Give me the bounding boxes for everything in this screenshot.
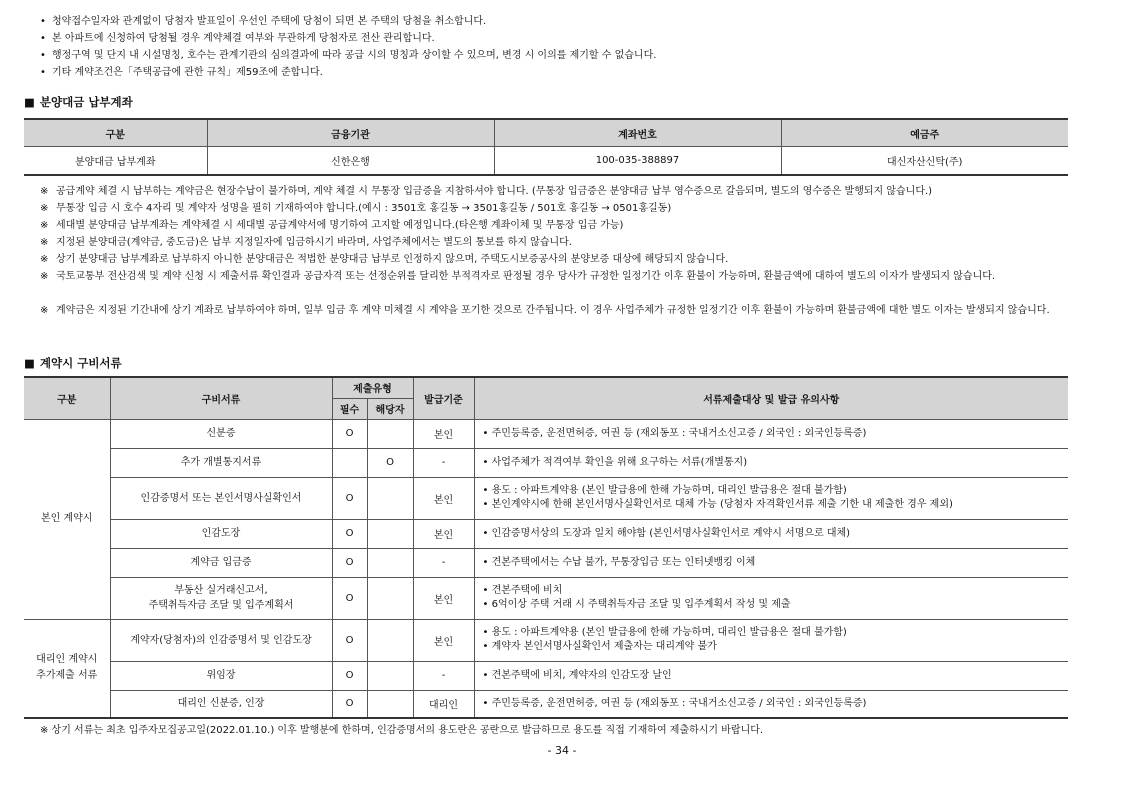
required-mark: O [332,619,367,661]
table-row [24,419,1068,448]
note-item [40,217,1070,234]
required-mark: O [332,548,367,577]
header-account-number: 계좌번호 [494,119,781,147]
document-name: 신분증 [110,419,332,448]
applicable-mark [367,577,413,619]
notes-cell [474,619,1068,661]
header-bank: 금융기관 [207,119,494,147]
note-mark: ※ [40,305,49,316]
note-item [40,268,1070,285]
required-documents-table [24,376,1068,719]
table-row [24,661,1068,690]
section-title-required-documents: ■ 계약시 구비서류 [24,355,122,371]
issue-basis: - [413,661,474,690]
notes-cell [474,477,1068,519]
footnote: ※ 상기 서류는 최초 입주자모집공고일(2022.01.10.) 이후 발행분에 한하며, 인감증명서의 용도란은 공란으로 발급하므로 용도를 직접 기재하여 제출하시기 바랍니다. [40,725,764,736]
issue-basis: 대리인 [413,690,474,718]
required-mark: O [332,519,367,548]
notes-cell [474,419,1068,448]
payment-account-table [24,118,1068,176]
required-mark: O [332,661,367,690]
issue-basis: 본인 [413,577,474,619]
bullet-item: • 기타 계약조건은「주택공급에 관한 규칙」제59조에 준합니다. [40,64,323,81]
required-mark: O [332,690,367,718]
table-row [24,477,1068,519]
document-name: 위임장 [110,661,332,690]
table-row [24,548,1068,577]
bullet-item: • 행정구역 및 단지 내 시설명칭, 호수는 관계기관의 심의결과에 따라 공급 시의 명칭과 상이할 수 있으며, 변경 시 이의를 제기할 수 없습니다. [40,47,656,64]
notes-cell [474,548,1068,577]
applicable-mark [367,477,413,519]
document-name: 계약금 입금증 [110,548,332,577]
note-text: 세대별 분양대금 납부계좌는 계약체결 시 세대별 공급계약서에 명기하여 고지할 예정입니다.(타은행 계좌이체 및 무통장 입금 가능) [56,220,624,231]
table-row [24,577,1068,619]
cell-bank: 신한은행 [207,147,494,176]
header-category: 구분 [24,377,110,419]
notes-cell [474,690,1068,718]
issue-basis: 본인 [413,619,474,661]
group-label: 본인 계약시 [24,419,110,619]
note-line: • 견본주택에 비치, 계약자의 인감도장 날인 [483,669,1063,683]
document-name: 추가 개별통지서류 [110,448,332,477]
note-text: 계약금은 지정된 기간내에 상기 계좌로 납부하여야 하며, 일부 입금 후 계약 미체결 시 계약을 포기한 것으로 간주됩니다. 이 경우 사업주체가 규정한 일정기간 이후 환불이 가능하며 환불금액에 대한 별도 이자는 발생되지 않습니다. [56,305,1050,316]
table-row [24,519,1068,548]
applicable-mark [367,419,413,448]
document-name: 인감증명서 또는 본인서명사실확인서 [110,477,332,519]
applicable-mark [367,661,413,690]
note-line: • 계약자 본인서명사실확인서 제출자는 대리계약 불가 [483,640,1063,654]
applicable-mark [367,548,413,577]
group-label: 대리인 계약시 추가제출 서류 [24,619,110,718]
document-name: 계약자(당첨자)의 인감증명서 및 인감도장 [110,619,332,661]
cell-account-holder: 대신자산신탁(주) [781,147,1068,176]
note-item [40,302,1070,319]
issue-basis: - [413,448,474,477]
note-text: 지정된 분양대금(계약금, 중도금)은 납부 지정일자에 입금하시기 바라며, 사업주체에서는 별도의 통보를 하지 않습니다. [56,237,572,248]
note-line: • 견본주택에서는 수납 불가, 무통장입금 또는 인터넷뱅킹 이체 [483,556,1063,570]
note-text: 공급계약 체결 시 납부하는 계약금은 현장수납이 불가하며, 계약 체결 시 무통장 입금증을 지참하셔야 합니다. (무통장 입금증은 분양대금 납부 영수증으로 갈음되며, 별도의 영수증은 발행되지 않습니다.) [56,186,933,197]
header-required: 필수 [332,398,367,419]
note-text: 무통장 입금 시 호수 4자리 및 계약자 성명을 필히 기재하여야 합니다.(예시 : 3501호 홍길동 → 3501홍길동 / 501호 홍길동 → 0501홍길동) [56,203,672,214]
header-notes: 서류제출대상 및 발급 유의사항 [474,377,1068,419]
note-line: • 주민등록증, 운전면허증, 여권 등 (재외동포 : 국내거소신고증 / 외국인 : 외국인등록증) [483,697,1063,711]
applicable-mark [367,619,413,661]
required-mark [332,448,367,477]
document-name: 부동산 실거래신고서, 주택취득자금 조달 및 입주계획서 [110,577,332,619]
header-account-holder: 예금주 [781,119,1068,147]
note-text: 국토교통부 전산검색 및 계약 신청 시 제출서류 확인결과 공급자격 또는 선정순위를 달리한 부적격자로 판정될 경우 당사가 규정한 일정기간 이후 환불이 가능하며, 환불금액에 대하여 별도의 이자가 발생되지 않습니다. [56,271,996,282]
note-text: 상기 분양대금 납부계좌로 납부하지 아니한 분양대금은 적법한 분양대금 납부로 인정하지 않으며, 주택도시보증공사의 분양보증 대상에 해당되지 않습니다. [56,254,729,265]
note-mark: ※ [40,220,49,231]
issue-basis: 본인 [413,477,474,519]
note-item [40,183,1070,200]
required-mark: O [332,419,367,448]
note-line: • 본인계약시에 한해 본인서명사실확인서로 대체 가능 (당첨자 자격확인서류 제출 기한 내 제출한 경우 제외) [483,498,1063,512]
cell-account-number: 100-035-388897 [494,147,781,176]
bullet-item: • 본 아파트에 신청하여 당첨될 경우 계약체결 여부와 무관하게 당첨자로 전산 관리합니다. [40,30,435,47]
bullet-item: • 청약접수일자와 관계없이 당첨자 발표일이 우선인 주택에 당첨이 되면 본 주택의 당첨을 취소합니다. [40,13,486,30]
note-line: • 견본주택에 비치 [483,584,1063,598]
note-mark: ※ [40,237,49,248]
note-mark: ※ [40,254,49,265]
header-issue-basis: 발급기준 [413,377,474,419]
header-category: 구분 [24,119,207,147]
page-number: - 34 - [547,744,577,757]
table-row [24,619,1068,661]
applicable-mark [367,690,413,718]
cell-category: 분양대금 납부계좌 [24,147,207,176]
section-title-payment-account: ■ 분양대금 납부계좌 [24,94,133,110]
required-mark: O [332,577,367,619]
note-mark: ※ [40,203,49,214]
note-mark: ※ [40,271,49,282]
document-name: 대리인 신분증, 인장 [110,690,332,718]
header-submit-type: 제출유형 [332,377,413,398]
note-line: • 용도 : 아파트계약용 (본인 발급용에 한해 가능하며, 대리인 발급용은 절대 불가함) [483,484,1063,498]
notes-cell [474,448,1068,477]
applicable-mark: O [367,448,413,477]
note-mark: ※ [40,186,49,197]
note-line: • 주민등록증, 운전면허증, 여권 등 (재외동포 : 국내거소신고증 / 외국인 : 외국인등록증) [483,427,1063,441]
issue-basis: - [413,548,474,577]
applicable-mark [367,519,413,548]
note-item [40,251,1070,268]
header-applicable: 해당자 [367,398,413,419]
notes-cell [474,661,1068,690]
note-item [40,234,1070,251]
notes-cell [474,519,1068,548]
table-row [24,448,1068,477]
document-name: 인감도장 [110,519,332,548]
note-line: • 용도 : 아파트계약용 (본인 발급용에 한해 가능하며, 대리인 발급용은 절대 불가함) [483,626,1063,640]
header-documents: 구비서류 [110,377,332,419]
note-line: • 인감증명서상의 도장과 일치 해야함 (본인서명사실확인서로 계약시 서명으로 대체) [483,527,1063,541]
note-item [40,200,1070,217]
note-line: • 6억이상 주택 거래 시 주택취득자금 조달 및 입주계획서 작성 및 제출 [483,598,1063,612]
required-mark: O [332,477,367,519]
notes-cell [474,577,1068,619]
issue-basis: 본인 [413,419,474,448]
issue-basis: 본인 [413,519,474,548]
note-line: • 사업주체가 적격여부 확인을 위해 요구하는 서류(개별통지) [483,456,1063,470]
table-row [24,690,1068,718]
